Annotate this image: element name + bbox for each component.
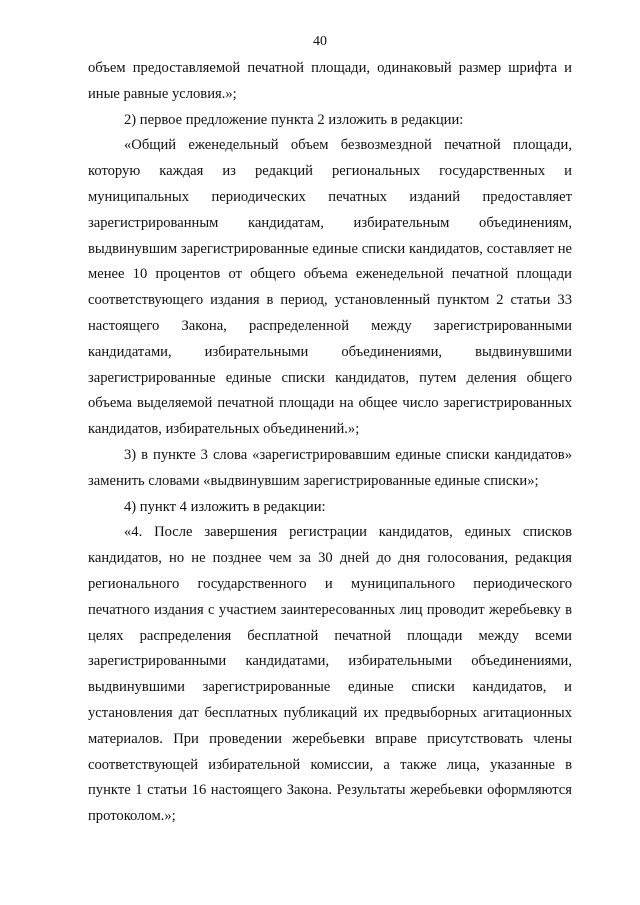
- document-body: [88, 56, 572, 830]
- page-number: 40: [313, 34, 327, 49]
- paragraph: 4) пункт 4 изложить в редакции:: [124, 498, 326, 515]
- paragraph: «Общий еженедельный объем безвозмездной печатной площади, которую каждая из редакций региональных государственных и муниципальных периодических печатных изданий предоставляет зарегистрированным кандидатам, избирательным объединениям, выдвинувшим зарегистрированные единые списки кандидатов, составляет не менее 10 процентов от общего объема еженедельной печатной площади соответствующего издания в период, установленный пунктом 2 статьи 33 настоящего Закона, распределенной между зарегистрированными кандидатами, избирательными объединениями, выдвинувшими зарегистрированные единые списки кандидатов, путем деления общего объема выделяемой печатной площади на общее число зарегистрированных кандидатов, избирательных объединений.»;: [88, 137, 572, 438]
- paragraph: 2) первое предложение пункта 2 изложить в редакции:: [124, 111, 464, 128]
- paragraph: «4. После завершения регистрации кандидатов, единых списков кандидатов, но не позднее чем за 30 дней до дня голосования, редакция регионального государственного и муниципального периодического печатного издания с участием заинтересованных лиц проводит жеребьевку в целях распределения бесплатной печатной площади между всеми зарегистрированными кандидатами, избирательными объединениями, выдвинувшими зарегистрированные единые списки кандидатов, и установления дат бесплатных публикаций их предвыборных агитационных материалов. При проведении жеребьевки вправе присутствовать члены соответствующей избирательной комиссии, а также лица, указанные в пункте 1 статьи 16 настоящего Закона. Результаты жеребьевки оформляются протоколом.»;: [88, 524, 572, 825]
- paragraph: 3) в пункте 3 слова «зарегистрировавшим единые списки кандидатов» заменить словами «выдвинувшим зарегистрированные единые списки»;: [88, 446, 572, 489]
- paragraph: объем предоставляемой печатной площади, одинаковый размер шрифта и иные равные условия.»;: [88, 60, 572, 102]
